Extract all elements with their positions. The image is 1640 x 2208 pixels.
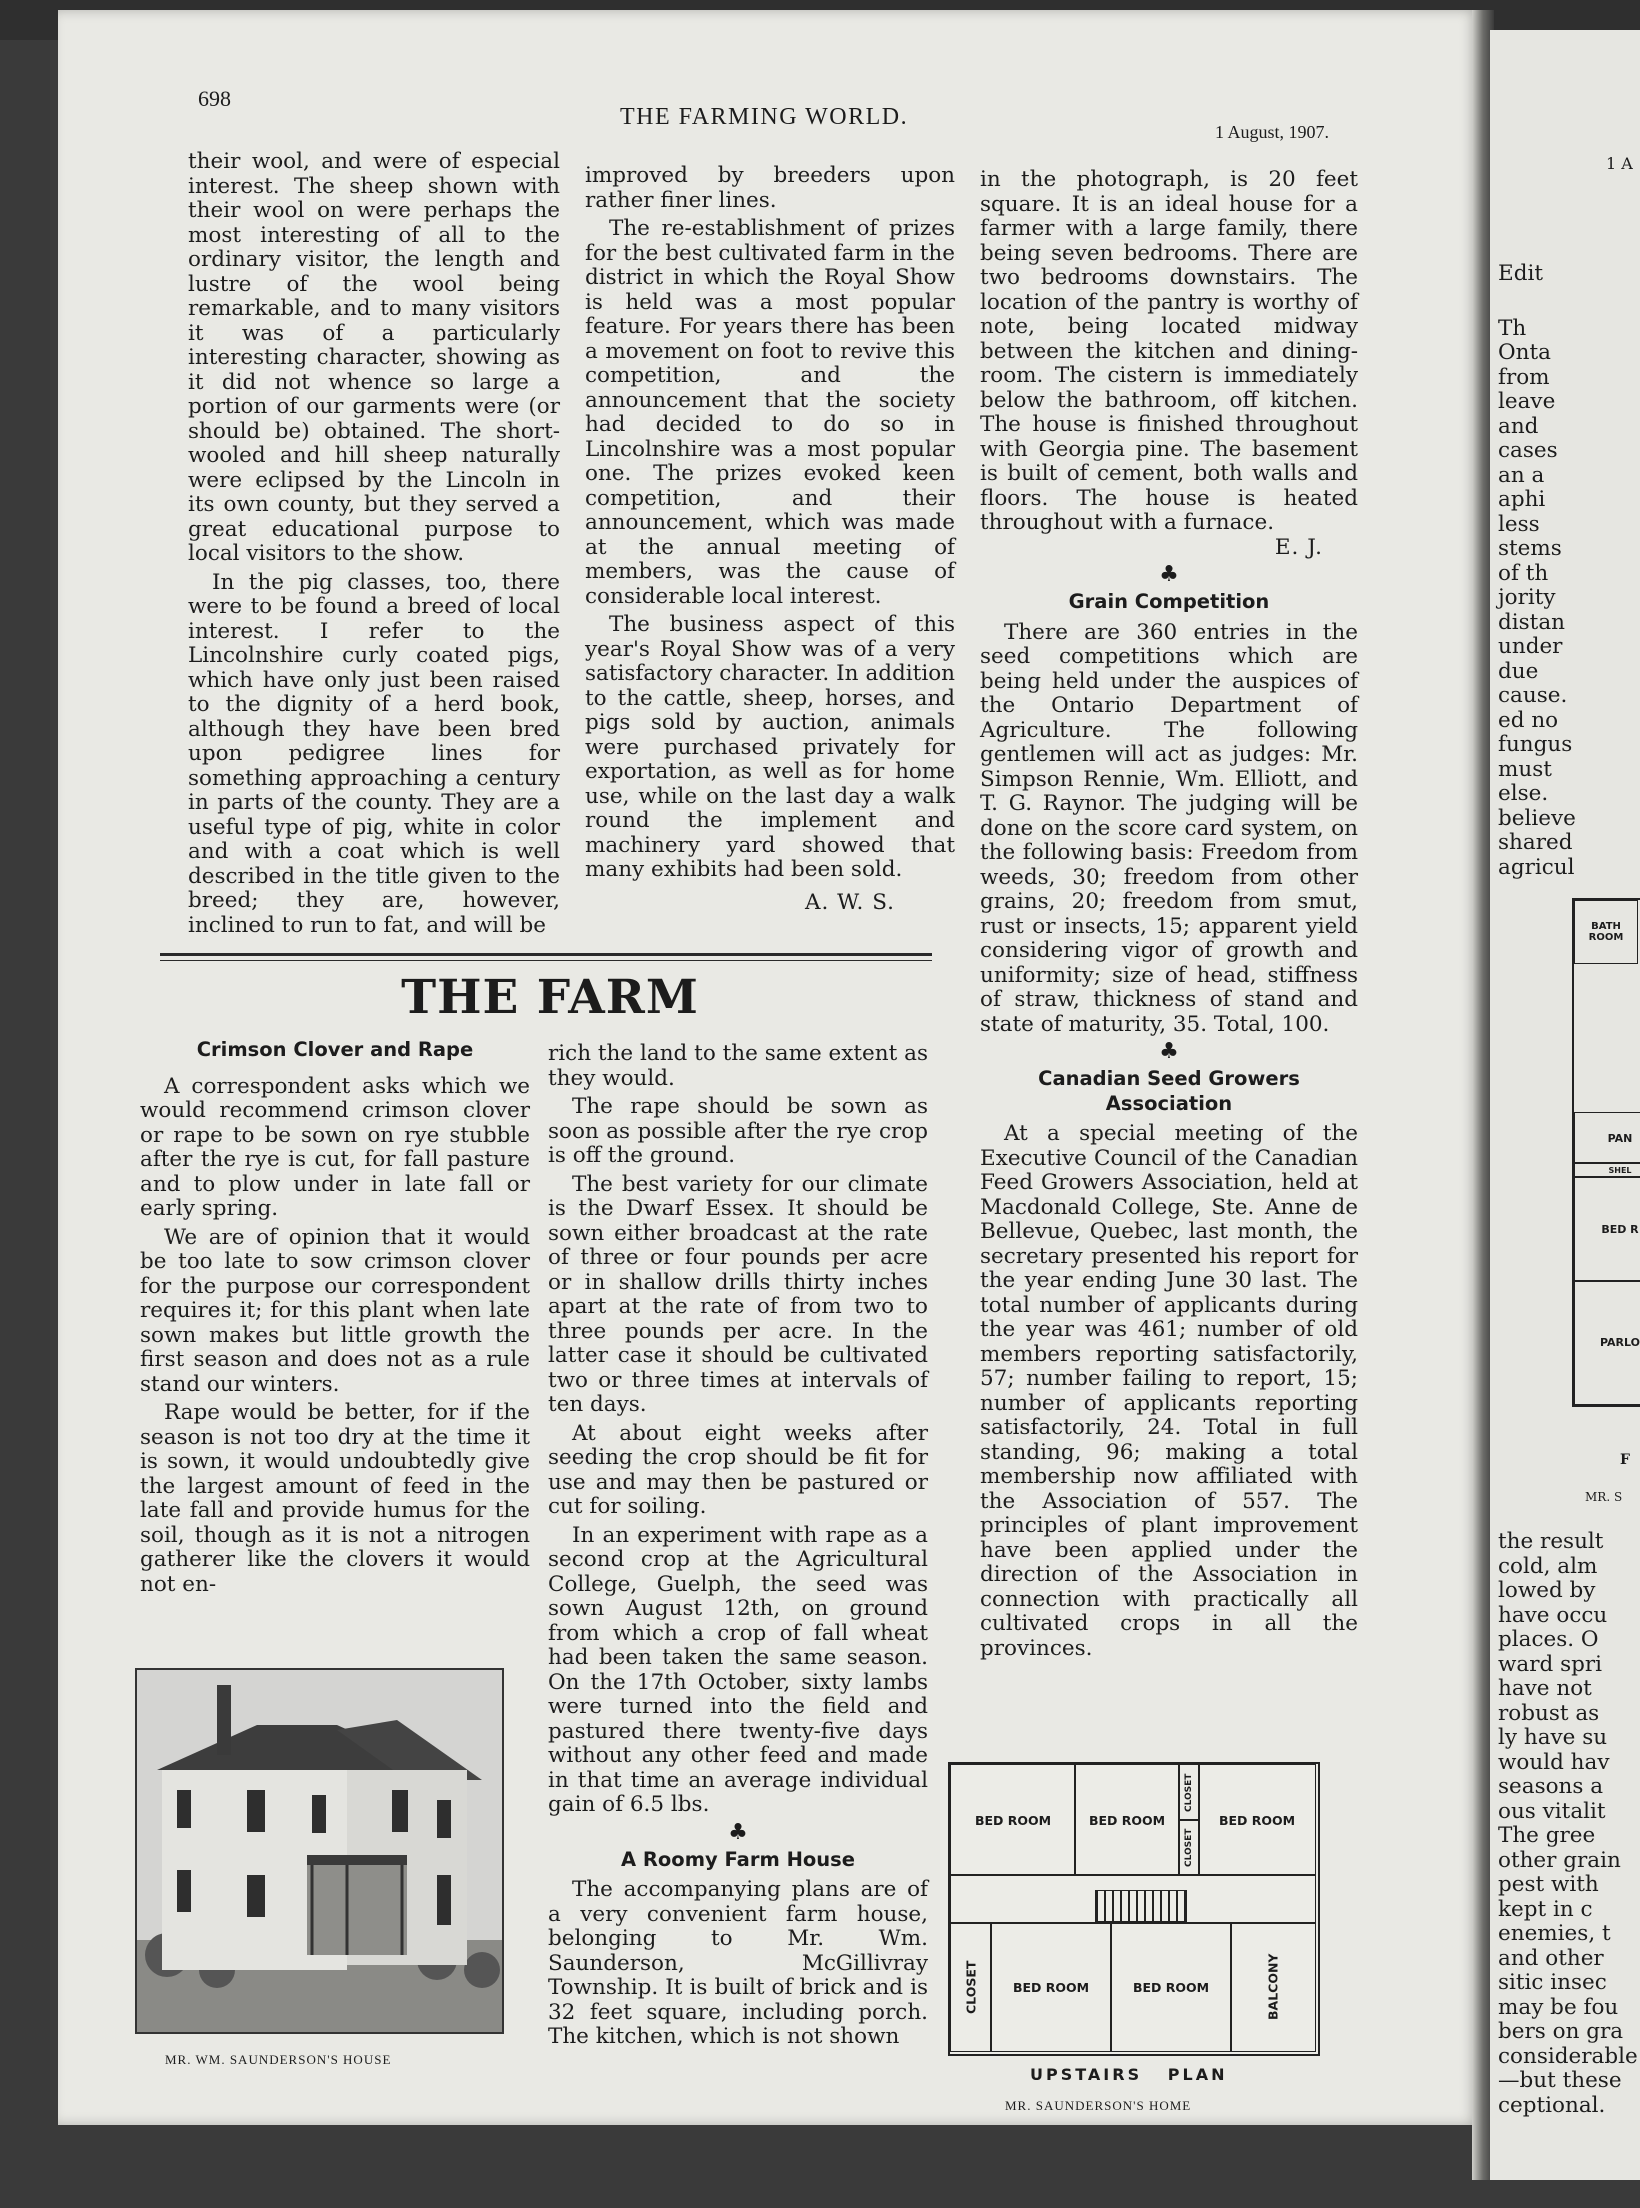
right-text-line: Onta <box>1498 340 1551 365</box>
right-text-line: have not <box>1498 1676 1592 1701</box>
section-rule <box>160 953 932 956</box>
plan-title: UPSTAIRS PLAN <box>1030 2065 1228 2084</box>
right-text-line: fungus <box>1498 732 1573 757</box>
paragraph: There are 360 entries in the seed competitions which are being held under the auspices of the Ontario Department of Agriculture. The following gentlemen will act as judges: Mr. Simpson Rennie, Wm. Elliott, and T. G. Raynor. The judging will be done on the score card system, on the following basis: Freedom from weeds, 30; freedom from other grains, 20; freedom from smut, rust or insects, 15; apparent yield considering vigor of growth and uniformity; size of head, stiffness of straw, thickness of stand and state of maturity, 35. Total, 100. <box>980 619 1358 1037</box>
right-plan-fragment <box>1572 898 1640 1407</box>
right-text-line: else. <box>1498 781 1549 806</box>
right-header-fragment: 1 A <box>1606 154 1633 173</box>
right-plan-caption: MR. S <box>1585 1490 1623 1504</box>
right-text-line: less <box>1498 511 1540 537</box>
paragraph: At a special meeting of the Executive Council of the Canadian Feed Growers Association, held at Macdonald College, Ste. Anne de Bellevue, Quebec, last month, the secretary presented his report for the year ending June 30 last. The total number of applicants during the year was 461; number of old members reporting satisfactorily, 57; number failing to report, 15; number of applicants reporting satisfactorily, 24. Total in full standing, 96; making a total membership now affiliated with the Association of 557. The principles of plant improvement have been applied under the direction of the Association in connection with practically all cultivated crops in all the provinces. <box>980 1121 1358 1661</box>
right-text-line: ceptional. <box>1498 2092 1606 2118</box>
right-plan-label: F <box>1620 1452 1630 1468</box>
column-2-top <box>585 164 955 915</box>
signature: A. W. S. <box>804 889 895 915</box>
right-text-line: would hav <box>1498 1749 1610 1775</box>
right-text-line: considerable <box>1498 2043 1638 2069</box>
right-page-fragment <box>1490 30 1640 2180</box>
paragraph: The re-establishment of prizes for the best cultivated farm in the district in which the Royal Show is held was a most popular feature. For years there has been a movement on foot to revive this competition, and the announcement that the society had decided to do so in Lincolnshire was a most popular one. The prizes evoked keen competition, and their announcement, which was made at the annual meeting of members, was the cause of considerable local interest. <box>585 216 955 609</box>
right-text-line: and other <box>1498 1945 1604 1971</box>
right-plan-room: PARLO <box>1574 1280 1640 1405</box>
column-1-top <box>188 150 560 942</box>
closet-2: CLOSET <box>1178 1819 1200 1876</box>
right-text-line: The gree <box>1498 1823 1596 1848</box>
right-text-line: may be fou <box>1498 1994 1619 2020</box>
paragraph: We are of opinion that it would be too late to sow crimson clover for the purpose our correspondent requires it; for this plant when late sown makes but little growth the first season and does not as a rule stand our winters. <box>140 1224 530 1397</box>
closet-1: CLOSET <box>1178 1764 1200 1821</box>
club-ornament-icon: ♣ <box>1159 562 1179 587</box>
paragraph: In an experiment with rape as a second crop at the Agricultural College, Guelph, the seed was sown August 12th, on ground from which a crop of fall wheat had been taken the same season. On the 17th October, sixty lambs were turned into the field and pastured there twenty-five days without any other feed and made in that time an average individual gain of 6.5 lbs. <box>548 1522 928 1817</box>
floor-plan <box>948 1762 1320 2056</box>
right-text-line: aphi <box>1498 487 1546 512</box>
bed-room-5: BED ROOM <box>1110 1922 1232 2052</box>
clover-heading: Crimson Clover and Rape <box>196 1038 474 1061</box>
paragraph: In the pig classes, too, there were to be found a breed of local interest. I refer to the Lincolnshire curly coated pigs, which have only just been raised to the dignity of a herd book, although they have been bred upon pedigree lines for something approaching a century in parts of the county. They are a useful type of pig, white in color and with a coat which is well described in the title given to the breed; they are, however, inclined to run to fat, and will be <box>188 569 560 938</box>
right-text-line: bers on gra <box>1498 2019 1624 2044</box>
right-text-line: shared <box>1498 830 1573 855</box>
right-text-line: stems <box>1498 536 1562 561</box>
right-text-line: have occu <box>1498 1602 1608 1628</box>
right-text-line: pest with <box>1498 1872 1599 1897</box>
right-text-line: cause. <box>1498 683 1568 708</box>
farm-column-1 <box>140 1034 530 1601</box>
stairs-icon <box>1095 1890 1187 1922</box>
club-ornament-icon: ♣ <box>1159 1039 1179 1064</box>
balcony: BALCONY <box>1230 1922 1316 2052</box>
section-title: THE FARM <box>401 970 699 1025</box>
paragraph: improved by breeders upon rather finer lines. <box>585 163 955 213</box>
bed-room-1: BED ROOM <box>950 1764 1076 1876</box>
right-plan-room: BATH ROOM <box>1574 900 1638 964</box>
bed-room-4: BED ROOM <box>990 1922 1112 2052</box>
right-text-line: and <box>1498 413 1539 439</box>
house-photo <box>135 1668 504 2034</box>
paragraph: rich the land to the same extent as they would. <box>548 1041 928 1091</box>
photo-caption: MR. WM. SAUNDERSON'S HOUSE <box>165 2052 392 2067</box>
right-text-line: lowed by <box>1498 1578 1596 1603</box>
right-text-line: must <box>1498 756 1552 782</box>
right-plan-room: BED R <box>1574 1176 1640 1282</box>
plan-caption: MR. SAUNDERSON'S HOME <box>1005 2098 1192 2113</box>
journal-title: THE FARMING WORLD. <box>620 104 909 130</box>
issue-date: 1 August, 1907. <box>1215 122 1330 142</box>
right-text-line: believe <box>1498 805 1576 831</box>
right-text-line: of th <box>1498 560 1549 586</box>
right-text-line: Th <box>1498 315 1527 341</box>
paragraph: A correspondent asks which we would recommend crimson clover or rape to be sown on rye stubble after the rye is cut, for fall pasture and to plow under in late fall or early spring. <box>140 1073 530 1221</box>
seed-heading: Canadian Seed Growers Association <box>1038 1067 1300 1115</box>
paragraph: The business aspect of this year's Royal Show was of a very satisfactory character. In addition to the cattle, sheep, horses, and pigs sold by auction, animals were purchased privately for exportation, as well as for home use, while on the last day a walk round the implement and machinery yard showed that many exhibits had been sold. <box>585 612 955 882</box>
closet-3: CLOSET <box>950 1922 992 2052</box>
right-text-line: agricul <box>1498 854 1575 880</box>
paragraph: At about eight weeks after seeding the crop should be fit for use and may then be pastured or cut for soiling. <box>548 1420 928 1519</box>
right-text-line: kept in c <box>1498 1896 1593 1922</box>
paragraph: The best variety for our climate is the Dwarf Essex. It should be sown either broadcast at the rate of three or four pounds per acre or in shallow drills thirty inches apart at the rate of from two to three pounds per acre. In the latter case it should be cultivated two or three times at intervals of ten days. <box>548 1171 928 1417</box>
right-text-line: due <box>1498 658 1539 684</box>
right-text-line: ous vitalit <box>1498 1798 1606 1824</box>
right-text-line: ly have su <box>1498 1725 1608 1750</box>
right-text-line: an a <box>1498 462 1545 488</box>
right-text-line: ed no <box>1498 707 1559 733</box>
section-rule-thin <box>160 960 932 961</box>
right-text-line: distan <box>1498 609 1565 635</box>
paragraph: The rape should be sown as soon as possible after the rye crop is off the ground. <box>548 1094 928 1168</box>
house-illustration <box>137 1670 502 2032</box>
signature: E. J. <box>1274 534 1323 560</box>
paragraph: in the photograph, is 20 feet square. It is an ideal house for a farmer with a large family, there being seven bedrooms. There are two bedrooms downstairs. The location of the pantry is worthy of note, being located midway between the kitchen and dining-room. The cistern is immediately below the bathroom, off kitchen. The house is finished throughout with Georgia pine. The basement is built of cement, both walls and floors. The house is heated throughout with a furnace. <box>980 167 1358 535</box>
right-text-line: jority <box>1498 585 1556 610</box>
right-text-line: Edit <box>1498 261 1543 286</box>
right-text-line: places. O <box>1498 1627 1599 1652</box>
right-text-line: robust as <box>1498 1700 1600 1726</box>
right-text-line: enemies, t <box>1498 1921 1611 1946</box>
right-text-line: from <box>1498 364 1550 390</box>
right-text-line: cases <box>1498 438 1558 463</box>
right-text-line: other grain <box>1498 1847 1621 1873</box>
right-text-line: ward spri <box>1498 1651 1603 1677</box>
farm-column-2 <box>548 1042 928 2054</box>
right-text-line: under <box>1498 634 1563 659</box>
house-heading: A Roomy Farm House <box>621 1847 855 1871</box>
right-text-line: seasons a <box>1498 1774 1604 1799</box>
grain-heading: Grain Competition <box>1068 590 1270 613</box>
right-text-line: the result <box>1498 1529 1604 1554</box>
right-text-line: sitic insec <box>1498 1970 1607 1995</box>
right-text-line: leave <box>1498 389 1556 414</box>
paragraph: The accompanying plans are of a very convenient farm house, belonging to Mr. Wm. Saunderson, McGillivray Township. It is built of brick and is 32 feet square, including porch. The kitchen, which is not shown <box>548 1877 928 2049</box>
right-plan-room: PAN <box>1574 1112 1640 1164</box>
right-text-line: cold, alm <box>1498 1553 1598 1579</box>
bed-room-2: BED ROOM <box>1074 1764 1180 1876</box>
column-3 <box>980 168 1358 1665</box>
right-text-line: —but these <box>1498 2068 1622 2093</box>
paragraph: their wool, and were of especial interest. The sheep shown with their wool on were perhaps the most interesting of all to the ordinary visitor, the length and lustre of the wool being remarkable, and to many visitors it was of a particularly interesting character, showing as it did not whence so large a portion of our garments were (or should be) obtained. The short-wooled and hill sheep naturally were eclipsed by the Lincoln in its own county, but they served a great educational purpose to local visitors to the show. <box>188 149 560 566</box>
right-plan-room: SHEL <box>1574 1162 1640 1178</box>
paragraph: Rape would be better, for if the season is not too dry at the time it is sown, it would undoubtedly give the largest amount of feed in the late fall and provide humus for the soil, though as it is not a nitrogen gatherer like the clovers it would not en- <box>140 1400 530 1597</box>
page-number: 698 <box>198 86 231 111</box>
club-ornament-icon: ♣ <box>728 1819 748 1845</box>
bed-room-3: BED ROOM <box>1198 1764 1316 1876</box>
